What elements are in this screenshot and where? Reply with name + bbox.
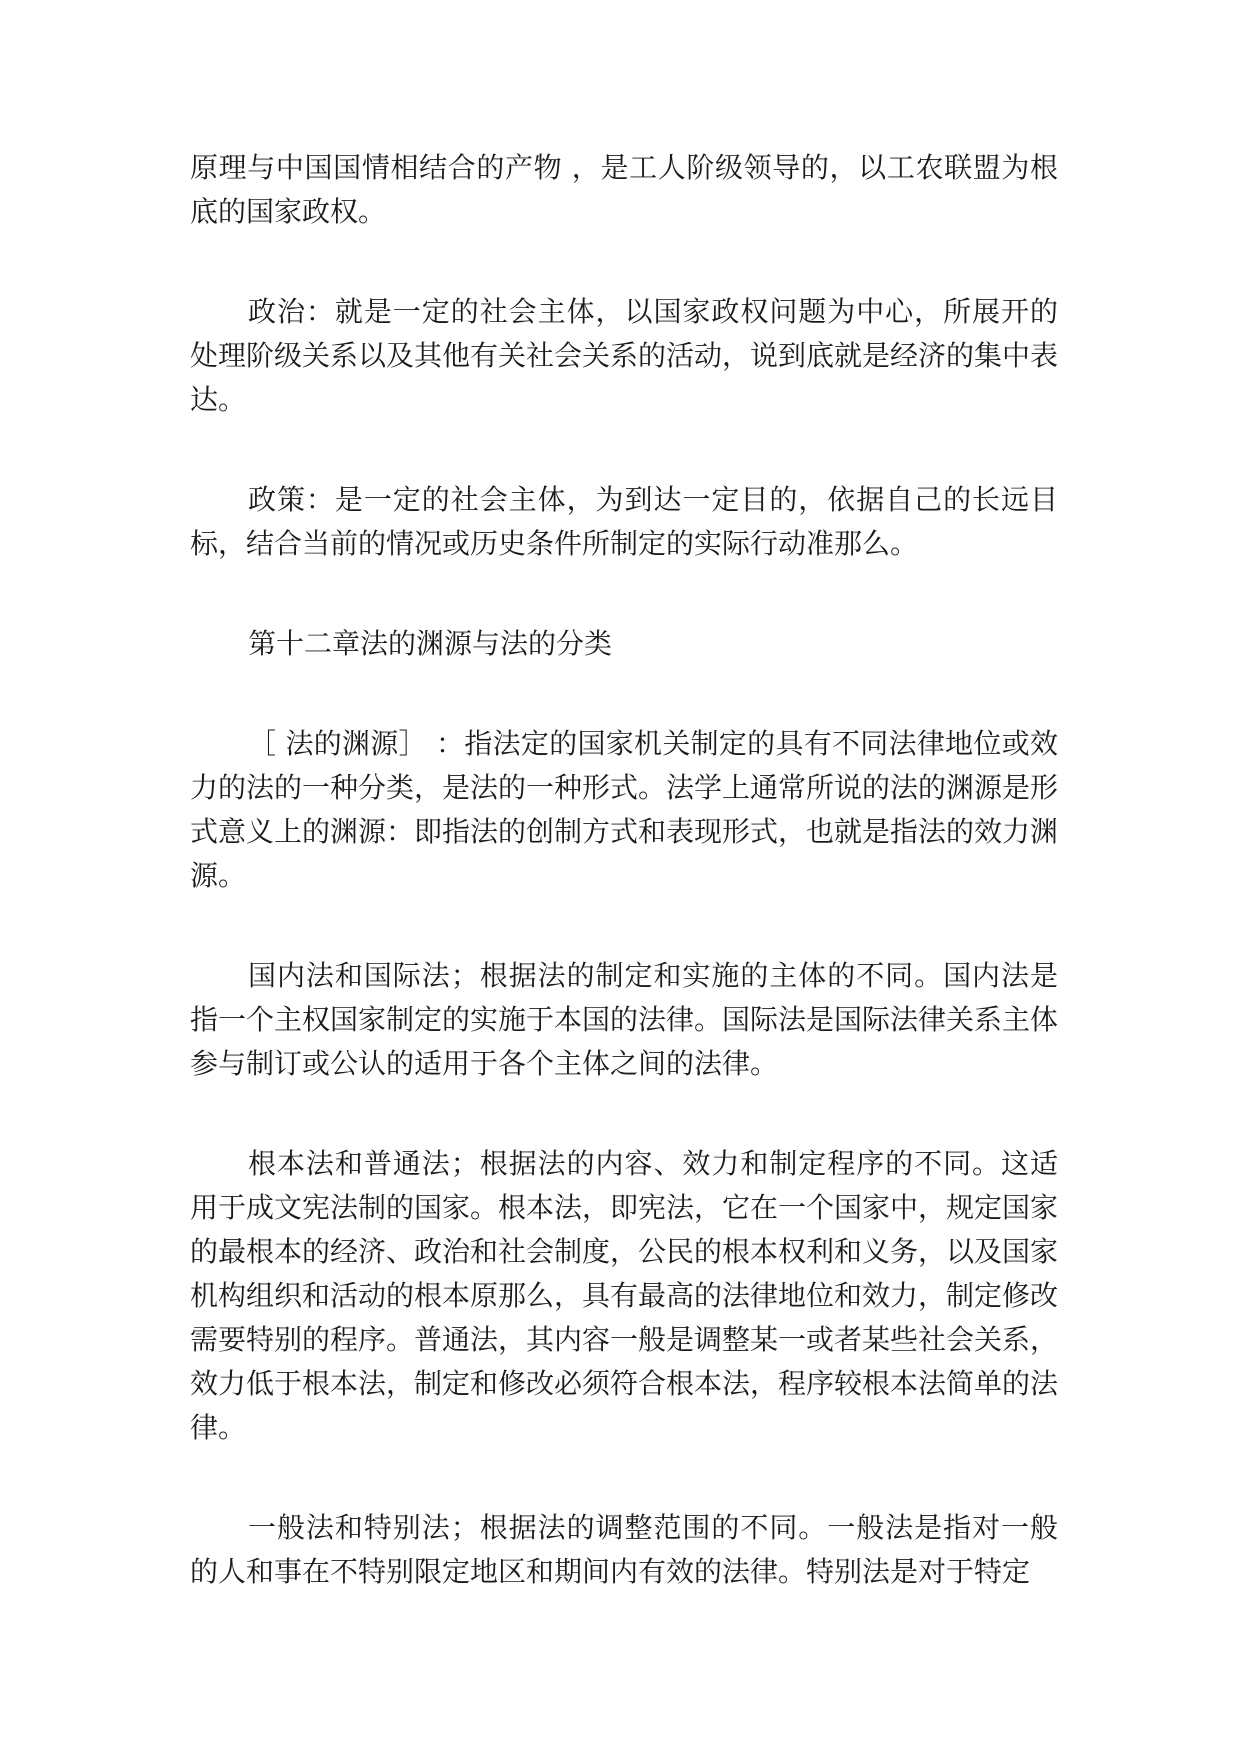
chapter-heading: 第十二章法的渊源与法的分类 <box>248 627 613 660</box>
paragraph-politics-definition: 政治：就是一定的社会主体，以国家政权问题为中心，所展开的处理阶级关系以及其他有关社会关系的活动，说到底就是经济的集中表达。 <box>190 295 1059 416</box>
paragraph-source-of-law: ［ 法的渊源］ ：指法定的国家机关制定的具有不同法律地位或效力的法的一种分类，是法的一种形式。法学上通常所说的法的渊源是形式意义上的渊源：即指法的创制方式和表现形式，也就是指法的效力渊源。 <box>190 727 1059 892</box>
document-page <box>190 146 1058 1650</box>
paragraph-domestic-international-law: 国内法和国际法；根据法的制定和实施的主体的不同。国内法是指一个主权国家制定的实施于本国的法律。国际法是国际法律关系主体参与制订或公认的适用于各个主体之间的法律。 <box>190 959 1059 1080</box>
paragraph-general-special-law: 一般法和特别法；根据法的调整范围的不同。一般法是指对一般的人和事在不特别限定地区和期间内有效的法律。特别法是对于特定 <box>190 1511 1058 1588</box>
paragraph-fundamental-ordinary-law: 根本法和普通法；根据法的内容、效力和制定程序的不同。这适用于成文宪法制的国家。根本法，即宪法，它在一个国家中，规定国家的最根本的经济、政治和社会制度，公民的根本权利和义务，以及国家机构组织和活动的根本原那么，具有最高的法律地位和效力，制定修改需要特别的程序。普通法，其内容一般是调整某一或者某些社会关系，效力低于根本法，制定和修改必须符合根本法，程序较根本法简单的法律。 <box>190 1147 1059 1444</box>
paragraph-state-power: 原理与中国国情相结合的产物 ，是工人阶级领导的，以工农联盟为根底的国家政权。 <box>190 151 1058 228</box>
paragraph-policy-definition: 政策：是一定的社会主体，为到达一定目的，依据自己的长远目标，结合当前的情况或历史条件所制定的实际行动准那么。 <box>190 483 1058 560</box>
